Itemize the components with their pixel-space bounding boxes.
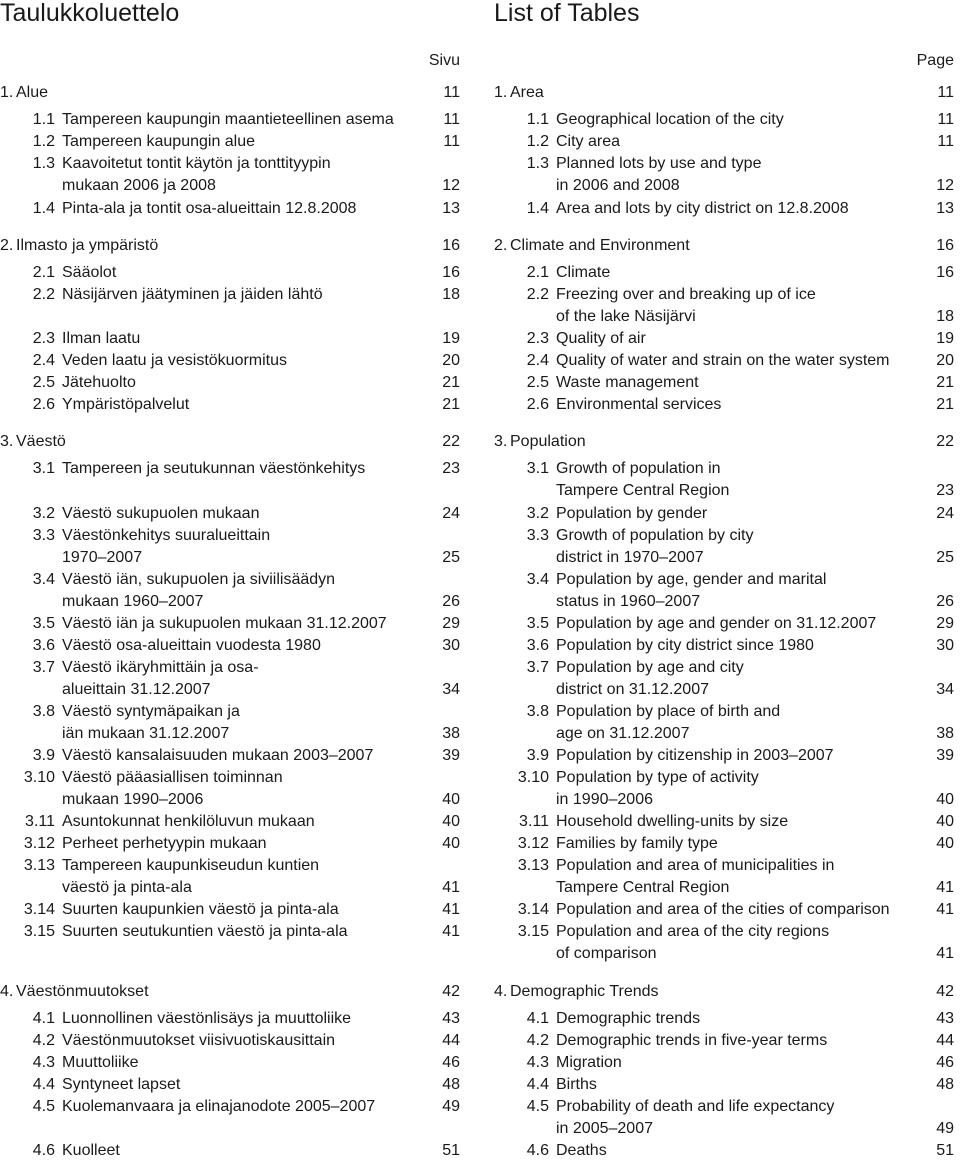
entry-number: 3.13 [23, 857, 55, 874]
toc-entry [0, 569, 460, 613]
toc-entry [494, 153, 954, 197]
entry-page-number: 41 [442, 901, 460, 918]
entry-title: Population by age and city district on 31.12.2007 [556, 659, 744, 698]
entry-page-number: 48 [442, 1076, 460, 1093]
entry-title: Väestö sukupuolen mukaan [62, 505, 260, 522]
entry-title: Tampereen kaupungin alue [62, 133, 256, 150]
entry-page-number: 11 [443, 84, 460, 101]
entry-title: Veden laatu ja vesistökuormitus [62, 352, 288, 369]
entry-number: 2.5 [32, 374, 55, 391]
toc-entry [494, 613, 954, 635]
entry-number: 3.11 [25, 813, 55, 830]
entry-page-number: 20 [936, 352, 954, 369]
toc-entry [494, 811, 954, 833]
entry-page-number: 43 [936, 1010, 954, 1027]
toc-entry [494, 458, 954, 502]
finnish-column [0, 0, 460, 1160]
entry-page-number: 49 [936, 1120, 954, 1137]
entry-title: Kuolleet [62, 1142, 120, 1159]
toc-entry [494, 1096, 954, 1140]
entry-page-number: 41 [936, 901, 954, 918]
toc-entry [494, 745, 954, 767]
entry-title: Demographic Trends [510, 983, 659, 1000]
entry-title: Migration [556, 1054, 622, 1071]
entry-number: 3.2 [526, 505, 549, 522]
entry-title: Luonnollinen väestönlisäys ja muuttoliike [62, 1010, 352, 1027]
toc-entry [0, 1052, 460, 1074]
toc-entry [494, 833, 954, 855]
toc-entry [494, 284, 954, 328]
entry-title: Kaavoitetut tontit käytön ja tonttityypin mukaan 2006 ja 2008 [62, 155, 331, 194]
entry-page-number: 12 [442, 177, 460, 194]
entry-title: Climate [556, 264, 611, 281]
entry-title: Väestö kansalaisuuden mukaan 2003–2007 [62, 747, 374, 764]
entry-title: Population [510, 433, 586, 450]
toc-entry [0, 855, 460, 899]
entry-page-number: 44 [442, 1032, 460, 1049]
entry-number: 3.6 [526, 637, 549, 654]
entry-title: Väestönkehitys suuralueittain 1970–2007 [62, 527, 271, 566]
toc-entry [0, 811, 460, 833]
entry-title: Ympäristöpalvelut [62, 396, 190, 413]
entry-title: Demographic trends in five-year terms [556, 1032, 828, 1049]
toc-entry [494, 569, 954, 613]
entry-page-number: 19 [442, 330, 460, 347]
entry-title: Area and lots by city district on 12.8.2008 [556, 200, 849, 217]
entry-page-number: 40 [936, 835, 954, 852]
entry-number: 3.5 [32, 615, 55, 632]
entry-title: Ilmasto ja ympäristö [16, 237, 159, 254]
entry-number: 3. [494, 433, 508, 450]
entry-number: 3.1 [32, 460, 55, 477]
toc-entry [0, 1140, 460, 1162]
toc-entry [494, 657, 954, 701]
entry-page-number: 21 [936, 396, 954, 413]
entry-page-number: 38 [442, 725, 460, 742]
entry-title: Tampereen kaupunkiseudun kuntien väestö ja pinta-ala [62, 857, 320, 896]
entry-title: Väestö syntymäpaikan ja iän mukaan 31.12.2007 [62, 703, 240, 742]
entry-number: 4.3 [32, 1054, 55, 1071]
entry-page-number: 29 [936, 615, 954, 632]
toc-entry [494, 109, 954, 131]
page-title-finnish: Taulukkoluettelo [0, 0, 180, 27]
entry-title: Household dwelling-units by size [556, 813, 789, 830]
entry-title: Asuntokunnat henkilöluvun mukaan [62, 813, 315, 830]
entry-number: 1. [494, 84, 508, 101]
entry-title: Freezing over and breaking up of ice of the lake Näsijärvi [556, 286, 816, 325]
toc-entry [494, 1030, 954, 1052]
entry-number: 1.4 [526, 200, 549, 217]
entry-number: 3.10 [23, 769, 55, 786]
entry-page-number: 23 [936, 482, 954, 499]
entry-title: Väestö iän, sukupuolen ja siviilisäädyn mukaan 1960–2007 [62, 571, 336, 610]
entry-page-number: 42 [442, 983, 460, 1000]
entry-number: 4.6 [32, 1142, 55, 1159]
toc-entry [494, 1140, 954, 1162]
toc-entry [0, 350, 460, 372]
entry-page-number: 46 [442, 1054, 460, 1071]
entry-title: Population and area of the cities of comparison [556, 901, 890, 918]
toc-section-entry [0, 431, 460, 453]
entry-number: 2.6 [526, 396, 549, 413]
entry-page-number: 39 [936, 747, 954, 764]
entry-number: 2.1 [32, 264, 55, 281]
entry-page-number: 11 [937, 111, 954, 128]
entry-title: Sääolot [62, 264, 117, 281]
entry-title: Population and area of municipalities in Tampere Central Region [556, 857, 835, 896]
entry-page-number: 34 [442, 681, 460, 698]
entry-page-number: 41 [442, 923, 460, 940]
entry-title: Geographical location of the city [556, 111, 784, 128]
entry-number: 2.2 [32, 286, 55, 303]
entry-number: 4. [494, 983, 508, 1000]
entry-number: 2. [0, 237, 14, 254]
entry-page-number: 34 [936, 681, 954, 698]
toc-entry [0, 833, 460, 855]
entry-title: Population by place of birth and age on 31.12.2007 [556, 703, 781, 742]
entry-page-number: 24 [936, 505, 954, 522]
toc-entry [0, 131, 460, 153]
toc-entry [0, 1030, 460, 1052]
entry-title: Population by city district since 1980 [556, 637, 814, 654]
entry-title: Suurten kaupunkien väestö ja pinta-ala [62, 901, 339, 918]
toc-entry [494, 131, 954, 153]
entry-number: 3.3 [526, 527, 549, 544]
toc-entry [494, 921, 954, 965]
entry-number: 2.1 [526, 264, 549, 281]
entry-title: Ilman laatu [62, 330, 141, 347]
entry-title: Environmental services [556, 396, 722, 413]
toc-entry [0, 745, 460, 767]
toc-entry [0, 328, 460, 350]
entry-number: 3.5 [526, 615, 549, 632]
entry-title: Planned lots by use and type in 2006 and 2008 [556, 155, 762, 194]
entry-title: City area [556, 133, 621, 150]
entry-number: 1.2 [32, 133, 55, 150]
toc-entry [494, 1052, 954, 1074]
entry-number: 4.5 [32, 1098, 55, 1115]
toc-entry [0, 284, 460, 306]
entry-number: 3.13 [517, 857, 549, 874]
entry-title: Population by age and gender on 31.12.2007 [556, 615, 877, 632]
entry-page-number: 18 [936, 308, 954, 325]
toc-section-entry [494, 431, 954, 453]
entry-number: 3.14 [517, 901, 549, 918]
entry-page-number: 40 [442, 835, 460, 852]
entry-title: Väestö [16, 433, 66, 450]
entry-number: 4.3 [526, 1054, 549, 1071]
entry-title: Quality of air [556, 330, 646, 347]
entry-number: 2.3 [526, 330, 549, 347]
entry-page-number: 25 [442, 549, 460, 566]
entry-page-number: 16 [936, 237, 954, 254]
toc-entry [494, 899, 954, 921]
toc-entry [0, 635, 460, 657]
toc-entry [494, 262, 954, 284]
entry-number: 3.15 [517, 923, 549, 940]
entry-page-number: 40 [442, 813, 460, 830]
entry-number: 2.3 [32, 330, 55, 347]
toc-entry [494, 372, 954, 394]
toc-entry [0, 1008, 460, 1030]
toc-entry [494, 1074, 954, 1096]
entry-title: Population by gender [556, 505, 708, 522]
entry-title: Growth of population by city district in 1970–2007 [556, 527, 754, 566]
toc-entry [0, 109, 460, 131]
entry-page-number: 48 [936, 1076, 954, 1093]
entry-title: Jätehuolto [62, 374, 136, 391]
entry-title: Probability of death and life expectancy in 2005–2007 [556, 1098, 835, 1137]
toc-entry [0, 372, 460, 394]
entry-number: 3.2 [32, 505, 55, 522]
toc-entry [494, 394, 954, 416]
toc-entry [0, 153, 460, 197]
toc-entry [0, 1096, 460, 1118]
entry-number: 2.4 [32, 352, 55, 369]
entry-title: Population by type of activity in 1990–2006 [556, 769, 759, 808]
entry-number: 2.4 [526, 352, 549, 369]
toc-section-entry [0, 235, 460, 257]
toc-entry [494, 855, 954, 899]
page-column-label-finnish: Sivu [428, 52, 460, 69]
entry-page-number: 40 [936, 813, 954, 830]
entry-title: Families by family type [556, 835, 718, 852]
entry-page-number: 22 [442, 433, 460, 450]
entry-page-number: 43 [442, 1010, 460, 1027]
entry-page-number: 21 [442, 396, 460, 413]
entry-page-number: 51 [936, 1142, 954, 1159]
entry-title: Alue [16, 84, 49, 101]
entry-page-number: 51 [442, 1142, 460, 1159]
entry-number: 3.4 [526, 571, 549, 588]
entry-number: 3.1 [526, 460, 549, 477]
entry-number: 3.9 [526, 747, 549, 764]
entry-number: 3.4 [32, 571, 55, 588]
entry-number: 3.15 [23, 923, 55, 940]
entry-page-number: 42 [936, 983, 954, 1000]
entry-page-number: 29 [442, 615, 460, 632]
entry-number: 3.7 [32, 659, 55, 676]
entry-page-number: 11 [937, 133, 954, 150]
entry-title: Quality of water and strain on the water system [556, 352, 890, 369]
page-title-english: List of Tables [494, 0, 640, 27]
entry-title: Demographic trends [556, 1010, 701, 1027]
entry-number: 2. [494, 237, 508, 254]
entry-page-number: 41 [442, 879, 460, 896]
entry-title: Population and area of the city regions of comparison [556, 923, 830, 962]
entry-page-number: 18 [442, 286, 460, 303]
toc-entry [494, 198, 954, 220]
toc-entry [494, 635, 954, 657]
toc-entry [0, 458, 460, 480]
entry-title: Tampereen ja seutukunnan väestönkehitys [62, 460, 366, 477]
entry-number: 1.1 [526, 111, 549, 128]
entry-number: 3.8 [526, 703, 549, 720]
entry-title: Area [510, 84, 544, 101]
entry-title: Muuttoliike [62, 1054, 139, 1071]
entry-number: 3.12 [517, 835, 549, 852]
entry-page-number: 49 [442, 1098, 460, 1115]
entry-number: 2.6 [32, 396, 55, 413]
entry-title: Growth of population in Tampere Central Region [556, 460, 730, 499]
entry-number: 1.3 [32, 155, 55, 172]
toc-entry [0, 503, 460, 525]
entry-title: Näsijärven jäätyminen ja jäiden lähtö [62, 286, 323, 303]
entry-number: 1. [0, 84, 14, 101]
toc-entry [0, 262, 460, 284]
entry-page-number: 46 [936, 1054, 954, 1071]
entry-number: 3.8 [32, 703, 55, 720]
entry-number: 4.2 [526, 1032, 549, 1049]
entry-number: 4.2 [32, 1032, 55, 1049]
entry-number: 3.12 [23, 835, 55, 852]
toc-entry [0, 657, 460, 701]
entry-page-number: 41 [936, 945, 954, 962]
entry-page-number: 30 [442, 637, 460, 654]
toc-section-entry [0, 981, 460, 1003]
entry-page-number: 20 [442, 352, 460, 369]
toc-entry [0, 701, 460, 745]
entry-number: 3.14 [23, 901, 55, 918]
entry-page-number: 22 [936, 433, 954, 450]
entry-number: 4.1 [32, 1010, 55, 1027]
entry-title: Births [556, 1076, 597, 1093]
entry-title: Väestö iän ja sukupuolen mukaan 31.12.2007 [62, 615, 387, 632]
entry-page-number: 11 [443, 111, 460, 128]
entry-page-number: 13 [442, 200, 460, 217]
toc-entry [494, 1008, 954, 1030]
toc-entry [494, 525, 954, 569]
entry-number: 2.2 [526, 286, 549, 303]
toc-section-entry [494, 235, 954, 257]
toc-entry [494, 767, 954, 811]
toc-entry [0, 613, 460, 635]
entry-number: 3.10 [517, 769, 549, 786]
entry-number: 3. [0, 433, 14, 450]
entry-number: 2.5 [526, 374, 549, 391]
entry-page-number: 11 [443, 133, 460, 150]
entry-number: 3.6 [32, 637, 55, 654]
entry-page-number: 41 [936, 879, 954, 896]
entry-title: Väestö pääasiallisen toiminnan mukaan 1990–2006 [62, 769, 283, 808]
entry-number: 4.6 [526, 1142, 549, 1159]
toc-entry [494, 350, 954, 372]
english-column [494, 0, 954, 1160]
entry-page-number: 24 [442, 505, 460, 522]
entry-page-number: 26 [442, 593, 460, 610]
entry-page-number: 21 [442, 374, 460, 391]
entry-page-number: 25 [936, 549, 954, 566]
entry-page-number: 16 [442, 264, 460, 281]
entry-number: 4.4 [526, 1076, 549, 1093]
entry-number: 3.11 [519, 813, 549, 830]
entry-number: 1.1 [32, 111, 55, 128]
entry-page-number: 13 [936, 200, 954, 217]
entry-page-number: 44 [936, 1032, 954, 1049]
entry-number: 3.7 [526, 659, 549, 676]
entry-title: Väestönmuutokset viisivuotiskausittain [62, 1032, 336, 1049]
entry-page-number: 11 [937, 84, 954, 101]
toc-entry [0, 525, 460, 569]
toc-entry [0, 394, 460, 416]
entry-title: Population by age, gender and marital status in 1960–2007 [556, 571, 827, 610]
entry-title: Väestö ikäryhmittäin ja osa- alueittain 31.12.2007 [62, 659, 259, 698]
entry-page-number: 12 [936, 177, 954, 194]
toc-entry [494, 701, 954, 745]
entry-page-number: 21 [936, 374, 954, 391]
toc-entry [0, 767, 460, 811]
entry-number: 4. [0, 983, 14, 1000]
toc-section-entry [494, 82, 954, 104]
page-column-label-english: Page [916, 52, 954, 69]
entry-page-number: 30 [936, 637, 954, 654]
entry-title: Climate and Environment [510, 237, 690, 254]
entry-title: Pinta-ala ja tontit osa-alueittain 12.8.2008 [62, 200, 357, 217]
entry-page-number: 26 [936, 593, 954, 610]
entry-title: Perheet perhetyypin mukaan [62, 835, 267, 852]
entry-title: Suurten seutukuntien väestö ja pinta-ala [62, 923, 348, 940]
entry-title: Tampereen kaupungin maantieteellinen asema [62, 111, 394, 128]
toc-entry [494, 328, 954, 350]
entry-title: Syntyneet lapset [62, 1076, 181, 1093]
entry-title: Väestönmuutokset [16, 983, 149, 1000]
entry-title: Waste management [556, 374, 699, 391]
toc-entry [0, 921, 460, 943]
entry-number: 1.4 [32, 200, 55, 217]
toc-entry [0, 198, 460, 220]
entry-number: 1.3 [526, 155, 549, 172]
toc-entry [494, 503, 954, 525]
entry-page-number: 40 [442, 791, 460, 808]
entry-number: 4.5 [526, 1098, 549, 1115]
entry-page-number: 16 [936, 264, 954, 281]
entry-title: Kuolemanvaara ja elinajanodote 2005–2007 [62, 1098, 376, 1115]
entry-number: 4.4 [32, 1076, 55, 1093]
entry-page-number: 38 [936, 725, 954, 742]
entry-page-number: 39 [442, 747, 460, 764]
entry-number: 3.3 [32, 527, 55, 544]
entry-page-number: 23 [442, 460, 460, 477]
entry-page-number: 16 [442, 237, 460, 254]
toc-section-entry [0, 82, 460, 104]
entry-number: 3.9 [32, 747, 55, 764]
entry-number: 1.2 [526, 133, 549, 150]
entry-number: 4.1 [526, 1010, 549, 1027]
entry-title: Population by citizenship in 2003–2007 [556, 747, 834, 764]
entry-title: Deaths [556, 1142, 607, 1159]
entry-title: Väestö osa-alueittain vuodesta 1980 [62, 637, 321, 654]
entry-page-number: 40 [936, 791, 954, 808]
entry-page-number: 19 [936, 330, 954, 347]
toc-entry [0, 899, 460, 921]
toc-section-entry [494, 981, 954, 1003]
toc-entry [0, 1074, 460, 1096]
